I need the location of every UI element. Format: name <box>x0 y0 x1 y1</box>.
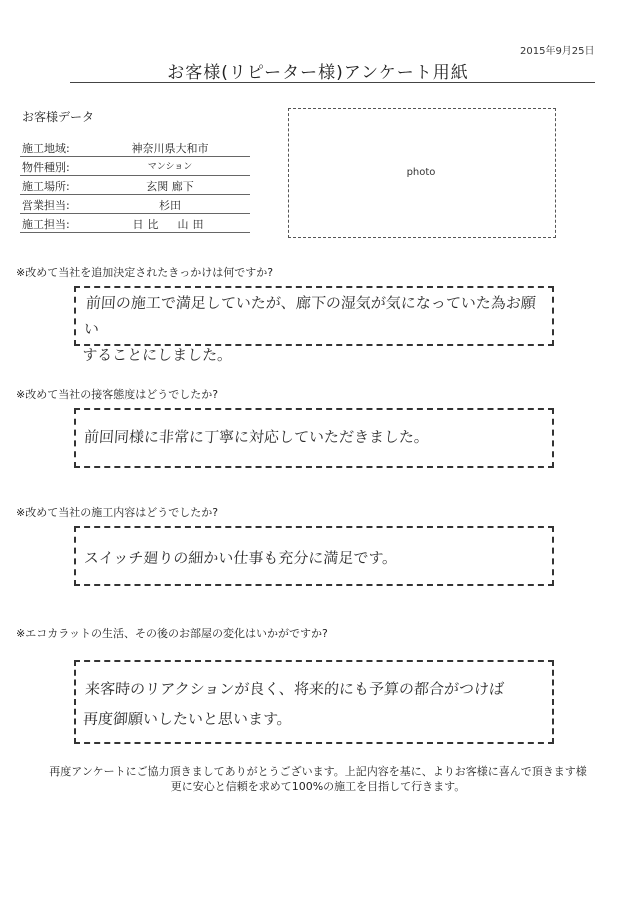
page-title: お客様(リピーター様)アンケート用紙 <box>167 63 469 83</box>
info-row-installer <box>20 214 250 233</box>
info-row-location <box>20 176 250 195</box>
answer-1 <box>81 290 546 368</box>
question-3: ※改めて当社の施工内容はどうでしたか? <box>16 506 219 519</box>
footer-line-1: 再度アンケートにご協力頂きましてありがとうございます。上記内容を基に、よりお客様に喜んで頂きます様 <box>49 765 587 778</box>
info-row-property-type <box>20 157 250 176</box>
info-label: 物件種別: <box>22 161 70 174</box>
info-label: 施工場所: <box>22 180 70 193</box>
answer-line: 来客時のリアクションが良く、将来的にも予算の都合がつけば <box>84 680 505 698</box>
question-2: ※改めて当社の接客態度はどうでしたか? <box>16 388 219 401</box>
footer-line-2: 更に安心と信頼を求めて100%の施工を目指して行きます。 <box>170 780 466 793</box>
answer-3 <box>83 545 545 571</box>
question-1: ※改めて当社を追加決定されたきっかけは何ですか? <box>16 266 274 279</box>
answer-4 <box>82 674 546 734</box>
info-value: マンション <box>147 162 193 172</box>
answer-line: 再度御願いしたいと思います。 <box>82 710 293 728</box>
info-value: 日比 山田 <box>132 218 208 231</box>
photo-label: photo <box>406 167 436 178</box>
footer-message <box>0 764 636 794</box>
answer-line: 前回の施工で満足していたが、廊下の湿気が気になっていた為お願い <box>83 294 537 338</box>
info-row-sales-rep <box>20 195 250 214</box>
info-label: 営業担当: <box>22 199 70 212</box>
answer-line: することにしました。 <box>81 346 233 364</box>
survey-date: 2015年9月25日 <box>520 46 595 57</box>
info-label: 施工担当: <box>22 218 70 231</box>
info-value: 玄関 廊下 <box>146 180 194 193</box>
answer-line: 前回同様に非常に丁寧に対応していただきました。 <box>83 428 430 446</box>
info-value: 杉田 <box>159 199 181 212</box>
question-4: ※エコカラットの生活、その後のお部屋の変化はいかがですか? <box>16 627 328 640</box>
info-value: 神奈川県大和市 <box>131 142 209 155</box>
title-underline <box>70 82 595 83</box>
info-row-area <box>20 138 250 157</box>
customer-data-heading: お客様データ <box>22 110 95 124</box>
answer-line: スイッチ廻りの細かい仕事も充分に満足です。 <box>83 549 398 567</box>
info-label: 施工地域: <box>22 142 70 155</box>
answer-2 <box>83 424 545 450</box>
customer-data-table <box>20 138 250 233</box>
